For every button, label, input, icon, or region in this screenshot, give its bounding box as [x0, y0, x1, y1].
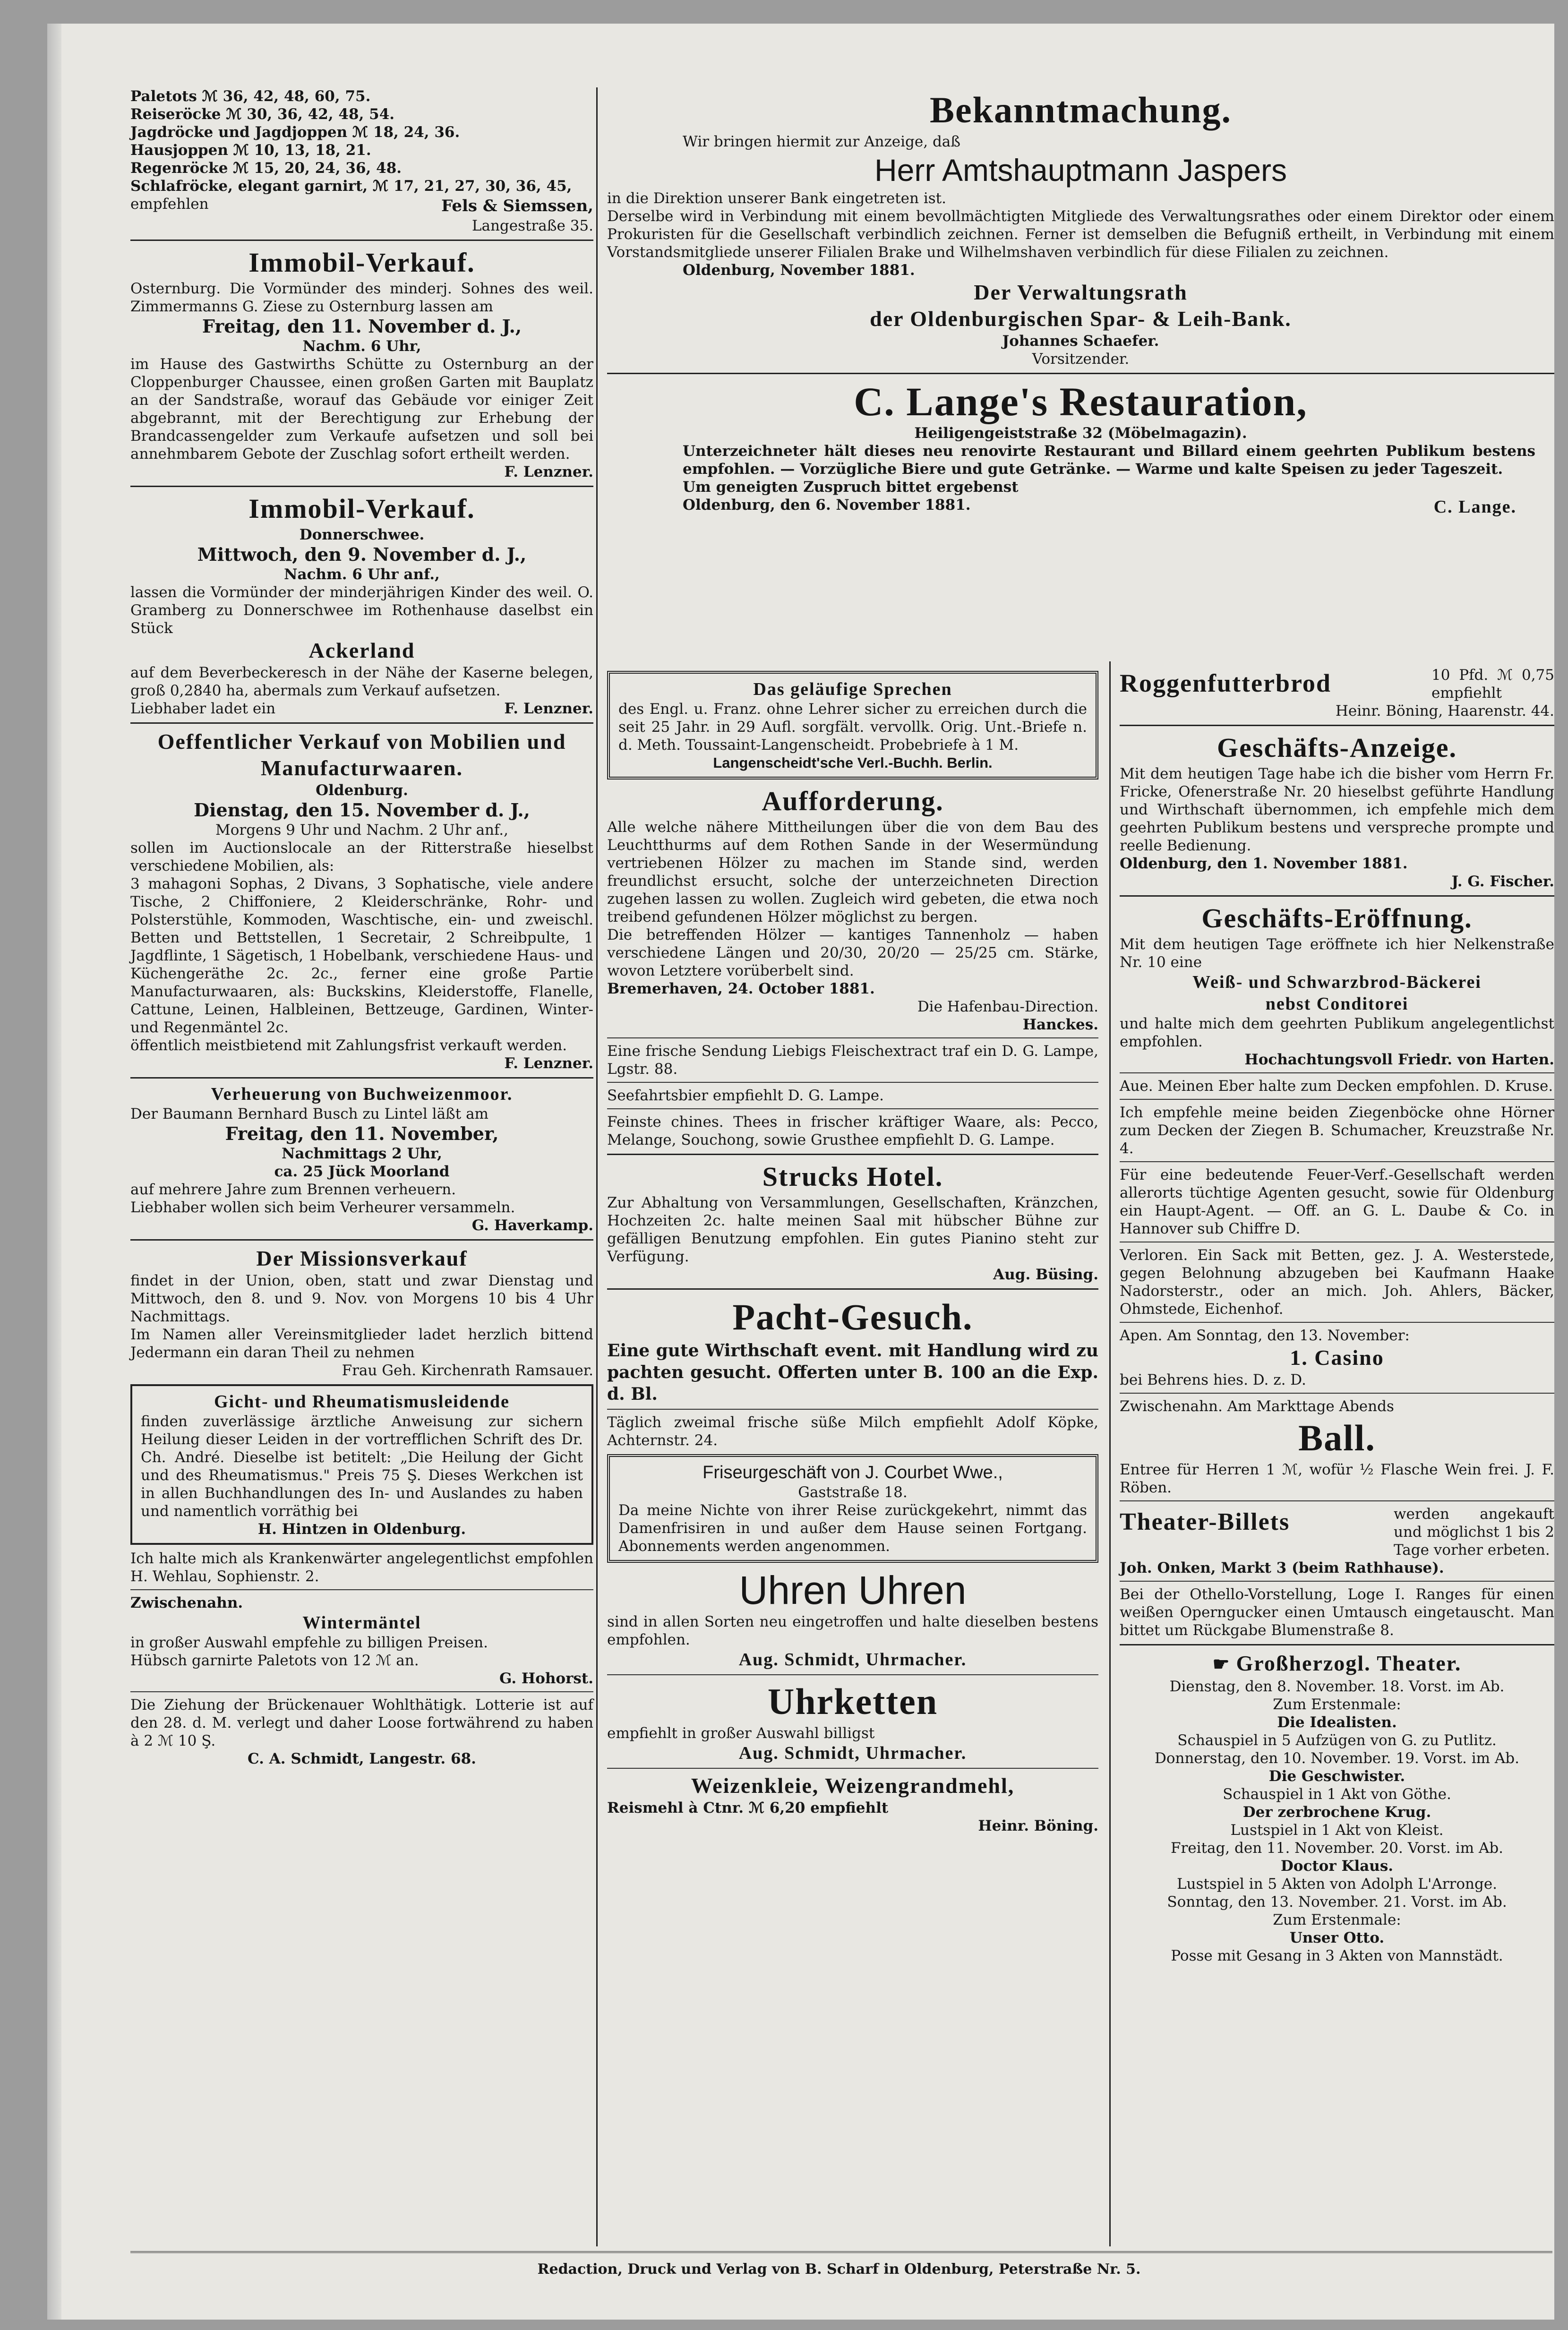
immo1-body: im Hause des Gastwirths Schütte zu Osternburg an der Cloppenburger Chaussee, einen großen Garten mit Bauplatz an der Sandstraße, worauf das Gebäude vor einiger Zeit abgebrannt, mit der Berechtigung zur Erhebung der Brandcassengelder zum Verkaufe aufsetzen und soll bei annehmbarem Gebote der Zuschlag sofort ertheilt werden.	[130, 356, 593, 463]
gh-line: Schauspiel in 5 Aufzügen von G. zu Putlitz.	[1177, 1732, 1497, 1749]
mis-sign: Frau Geh. Kirchenrath Ramsauer.	[342, 1362, 593, 1379]
price-paletots: Paletots ℳ 36, 42, 48, 60, 75.	[130, 88, 371, 105]
gicht-title: Gicht- und Rheumatismusleidende	[214, 1392, 510, 1412]
empfehlen-text: empfehlen	[130, 196, 209, 213]
buch-title: Verheuerung von Buchweizenmoor.	[211, 1084, 513, 1104]
casino-text: bei Behrens hies. D. z. D.	[1120, 1371, 1306, 1388]
gh-title	[1120, 1650, 1554, 1678]
fris-addr: Gaststraße 18.	[798, 1484, 908, 1501]
auf-body2: Die betreffenden Hölzer — kantiges Tannenholz — haben verschiedene Längen und 20/30, 20/20 — 25/25 cm. Stärke, wovon Letztere vorüberbelt sind.	[607, 926, 1098, 979]
buch-body: auf mehrere Jahre zum Brennen verheuern.	[130, 1181, 456, 1198]
ga-date: Oldenburg, den 1. November 1881.	[1120, 855, 1408, 872]
gh-line: Die Idealisten.	[1277, 1714, 1397, 1731]
seefahrt-text: Seefahrtsbier empfiehlt D. G. Lampe.	[607, 1087, 884, 1104]
milch-text: Täglich zweimal frische süße Milch empfiehlt Adolf Köpke, Achternstr. 24.	[607, 1414, 1098, 1449]
rogg-sign: Heinr. Böning, Haarenstr. 44.	[1335, 702, 1554, 720]
brueck-sign: C. A. Schmidt, Langestr. 68.	[248, 1750, 476, 1767]
spr-body: des Engl. u. Franz. ohne Lehrer sicher zu erreichen durch die seit 25 Jahr. in 29 Aufl. sorgfält. vervollk. Orig. Unt.-Briefe n. d. Meth. Toussaint-Langenscheidt. Probebriefe à 1 M.	[618, 701, 1087, 754]
column-2	[607, 666, 1098, 1835]
fris-title: Friseurgeschäft von J. Courbet Wwe.,	[703, 1463, 1003, 1482]
zw-place: Zwischenahn.	[130, 1594, 243, 1611]
rest-body: Unterzeichneter hält dieses neu renovirte Restaurant und Billard einem geehrten Publikum bestens empfohlen. — Vorzügliche Biere und gute Getränke. — Warme und kalte Speisen zu jeder Tageszeit.	[683, 443, 1535, 478]
immo2-place: Donnerschwee.	[299, 526, 425, 543]
zw-title: Wintermäntel	[302, 1613, 421, 1633]
immo1-sign: F. Lenzner.	[504, 463, 593, 480]
buch-sign: G. Haverkamp.	[471, 1217, 593, 1234]
hotel-body: Zur Abhaltung von Versammlungen, Gesellschaften, Kränzchen, Hochzeiten 2c. halte meinen Saal mit hübscher Bühne zur gefälligen Benutzung empfohlen. Ein gutes Pianino steht zur Verfügung.	[607, 1194, 1098, 1265]
th-side: werden angekauft und möglichst 1 bis 2 Tage vorher erbeten.	[1394, 1506, 1554, 1559]
price-reiseroecke: Reiseröcke ℳ 30, 36, 42, 48, 54.	[130, 106, 395, 123]
gh-line: Lustspiel in 1 Akt von Kleist.	[1230, 1822, 1444, 1839]
apen-text: Apen. Am Sonntag, den 13. November:	[1120, 1327, 1410, 1344]
zw-body2: Hübsch garnirte Paletots von 12 ℳ an.	[130, 1652, 419, 1669]
uhren-body: sind in allen Sorten neu eingetroffen und halte dieselben bestens empfohlen.	[607, 1613, 1098, 1648]
rogg-title: Roggenfutterbrod	[1120, 669, 1331, 697]
buch-body2: Liebhaber wollen sich beim Verheurer versammeln.	[130, 1199, 515, 1216]
column-1	[130, 87, 593, 1768]
firm-address: Langestraße 35.	[471, 217, 593, 234]
ge-b1: Weiß- und Schwarzbrod-Bäckerei	[1192, 972, 1482, 992]
brueck-text: Die Ziehung der Brückenauer Wohlthätigk. Lotterie ist auf den 28. d. M. verlegt und daher Loose fortwährend zu haben à 2 ℳ 10 Ş.	[130, 1696, 593, 1749]
bekannt-date: Oldenburg, November 1881.	[683, 262, 915, 279]
immo2-date: Mittwoch, den 9. November d. J.,	[197, 544, 527, 565]
thees-text: Feinste chines. Thees in frischer kräftiger Waare, als: Pecco, Melange, Souchong, sowie Grusthee empfiehlt D. G. Lampe.	[607, 1114, 1098, 1148]
th-title: Theater-Billets	[1120, 1508, 1290, 1535]
immo2-lieb: Liebhaber ladet ein	[130, 700, 276, 717]
gh-line: Freitag, den 11. November. 20. Vorst. im Ab.	[1170, 1840, 1504, 1857]
bekannt-chair: Johannes Schaefer.	[1002, 333, 1159, 350]
gh-line: Der zerbrochene Krug.	[1242, 1804, 1431, 1821]
kw-text: Ich halte mich als Krankenwärter angelegentlichst empfohlen H. Wehlau, Sophienstr. 2.	[130, 1550, 593, 1585]
rogg-price: 10 Pfd. ℳ 0,75 empfiehlt	[1431, 667, 1554, 702]
gh-line: Zum Erstenmale:	[1273, 1696, 1401, 1713]
mob-sign: F. Lenzner.	[504, 1055, 593, 1072]
immo2-body2: auf dem Beverbeckeresch in der Nähe der Kaserne belegen, groß 0,2840 ha, abermals zum Verkauf aufsetzen.	[130, 664, 593, 699]
ketten-body: empfiehlt in großer Auswahl billigst	[607, 1725, 875, 1742]
ge-body2: und halte mich dem geehrten Publikum angelegentlichst empfohlen.	[1120, 1015, 1554, 1050]
mis-body2: Im Namen aller Vereinsmitglieder ladet herzlich bittend Jedermann ein daran Theil zu nehmen	[130, 1326, 593, 1361]
auf-title: Aufforderung.	[762, 786, 944, 816]
gh-line: Dienstag, den 8. November. 18. Vorst. im Ab.	[1169, 1678, 1505, 1695]
column-rule-left	[596, 87, 598, 2246]
gh-line: Doctor Klaus.	[1280, 1858, 1394, 1875]
mob-title: Oeffentlicher Verkauf von Mobilien und Manufacturwaaren.	[157, 729, 566, 780]
mob-time: Morgens 9 Uhr und Nachm. 2 Uhr anf.,	[215, 822, 508, 839]
price-hausjoppen: Hausjoppen ℳ 10, 13, 18, 21.	[130, 142, 371, 159]
mob-body1: sollen im Auctionslocale an der Ritterstraße hieselbst verschiedene Mobilien, als:	[130, 839, 593, 874]
uhren-title: Uhren Uhren	[739, 1568, 967, 1612]
bekannt-chair-role: Vorsitzender.	[1032, 351, 1130, 368]
bekannt-board: Der Verwaltungsrath	[974, 280, 1188, 304]
price-regenroecke: Regenröcke ℳ 15, 20, 24, 36, 48.	[130, 160, 402, 177]
ball-text: Entree für Herren 1 ℳ, wofür ½ Flasche Wein frei. J. F. Röben.	[1120, 1461, 1554, 1496]
auf-dir: Die Hafenbau-Direction.	[917, 998, 1098, 1015]
auf-body: Alle welche nähere Mittheilungen über die von dem Bau des Leuchtthurms auf dem Rothen Sande in der Wesermündung vertriebenen Hölzer zu machen im Stande sind, werden freundlichst ersucht, solche der unterzeichneten Direction zugehen lassen zu wollen. Zugleich wird gebeten, die etwa noch treibend gefundenen Hölzer möglichst zu bergen.	[607, 819, 1098, 925]
feuer-text: Für eine bedeutende Feuer-Verf.-Gesellschaft werden allerorts tüchtige Agenten gesucht, sowie für Oldenburg ein Haupt-Agent. — Off. an G. L. Daube & Co. in Hannover sub Chiffre D.	[1120, 1166, 1554, 1237]
mis-body: findet in der Union, oben, statt und zwar Dienstag und Mittwoch, den 8. und 9. Nov. von Morgens 10 bis 4 Uhr Nachmittags.	[130, 1272, 593, 1325]
bekannt-name: Herr Amtshauptmann Jaspers	[874, 153, 1287, 188]
gh-line: Schauspiel in 1 Akt von Göthe.	[1223, 1786, 1451, 1803]
ga-sign: J. G. Fischer.	[1451, 873, 1554, 890]
th-sign: Joh. Onken, Markt 3 (beim Rathhause).	[1120, 1559, 1444, 1576]
mob-body2: 3 mahagoni Sophas, 2 Divans, 3 Sophatische, viele andere Tische, 2 Chiffoniere, 2 Kleiderschränke, Rohr- und Polsterstühle, Kommoden, Waschtische, ein- und zweischl. Betten und Bettstellen, 1 Secretair, 2 Schreibpulte, 1 Jagdflinte, 1 Sägetisch, 1 Hobelbank, verschiedene Haus- und Küchengeräthe 2c. 2c., ferner eine große Partie Manufacturwaaren, als: Buckskins, Kleiderstoffe, Flanelle, Cattune, Leinen, Halbleinen, Bettzeuge, Gardinen, Winter- und Regenmäntel 2c.	[130, 875, 593, 1036]
bekannt-p2: Derselbe wird in Verbindung mit einem bevollmächtigten Mitgliede des Verwaltungsrathes oder einem Direktor oder einem Prokuristen für die Gesellschaft verbindlich zeichnen. Ferner ist demselben die Befugniß ertheilt, in Verbindung mit einem Vorstandsmitgliede unserer Filialen Brake und Wilhelmshaven verbindlich für diese Filialen zu zeichnen.	[607, 208, 1554, 261]
immo2-body: lassen die Vormünder der minderjährigen Kinder des weil. O. Gramberg zu Donnerschwee im Rothenhause daselbst ein Stück	[130, 584, 593, 637]
pacht-title: Pacht-Gesuch.	[732, 1296, 973, 1337]
buch-intro: Der Baumann Bernhard Busch zu Lintel läßt am	[130, 1105, 488, 1122]
mob-date: Dienstag, den 15. November d. J.,	[194, 799, 530, 821]
ziegen-text: Ich empfehle meine beiden Ziegenböcke ohne Hörner zum Decken der Ziegen B. Schumacher, Kreuzstraße Nr. 4.	[1120, 1104, 1554, 1157]
immo1-date: Freitag, den 11. November d. J.,	[202, 316, 522, 337]
mob-place: Oldenburg.	[316, 782, 408, 799]
fris-box	[607, 1454, 1098, 1563]
footer-rule	[130, 2251, 1552, 2253]
top-announcements	[607, 87, 1554, 518]
immo1-intro: Osternburg. Die Vormünder des minderj. Sohnes des weil. Zimmermanns G. Ziese zu Osternburg lassen am	[130, 280, 593, 315]
gh-line: Unser Otto.	[1289, 1929, 1385, 1946]
gicht-sign: H. Hintzen in Oldenburg.	[257, 1521, 466, 1538]
mis-title: Der Missionsverkauf	[256, 1246, 468, 1270]
newspaper-page	[47, 24, 1554, 2320]
immo1-time: Nachm. 6 Uhr,	[302, 338, 421, 355]
hotel-title: Strucks Hotel.	[762, 1161, 943, 1192]
price-schlafroecke: Schlafröcke, elegant garnirt, ℳ 17, 21, 27, 30, 36, 45,	[130, 178, 572, 195]
gh-line: Posse mit Gesang in 3 Akten von Mannstädt.	[1171, 1947, 1503, 1964]
bekannt-intro: Wir bringen hiermit zur Anzeige, daß	[683, 133, 960, 150]
firm-name: Fels & Siemssen,	[441, 197, 593, 215]
auf-date: Bremerhaven, 24. October 1881.	[607, 980, 875, 997]
gicht-box	[130, 1384, 593, 1545]
rest-sign: C. Lange.	[1433, 497, 1517, 517]
spr-title: Das geläufige Sprechen	[753, 679, 952, 699]
auf-sign: Hanckes.	[1022, 1016, 1098, 1033]
weizen-sign: Heinr. Böning.	[978, 1817, 1098, 1834]
ge-b2: nebst Conditorei	[1265, 994, 1409, 1014]
bekannt-title: Bekanntmachung.	[930, 89, 1232, 130]
gh-title-text: Großherzogl. Theater.	[1236, 1651, 1462, 1675]
bekannt-bank: der Oldenburgischen Spar- & Leih-Bank.	[870, 307, 1292, 331]
gh-line: Zum Erstenmale:	[1273, 1911, 1401, 1928]
column-rule-right	[1109, 661, 1111, 2246]
spr-box	[607, 671, 1098, 780]
immo2-sign: F. Lenzner.	[504, 700, 593, 717]
oth-text: Bei der Othello-Vorstellung, Loge I. Ranges für einen weißen Operngucker einen Umtausch eingetauscht. Man bittet um Rückgabe Blumenstraße 8.	[1120, 1586, 1554, 1639]
ga-body: Mit dem heutigen Tage habe ich die bisher vom Herrn Fr. Fricke, Ofenerstraße Nr. 20 hieselbst geführte Handlung und Wirthschaft übernommen, ich empfehle mich dem geehrten Publikum bestens und verspreche prompte und reelle Bedienung.	[1120, 765, 1554, 854]
ga-title: Geschäfts-Anzeige.	[1217, 732, 1457, 763]
gicht-body: finden zuverlässige ärztliche Anweisung zur sichern Heilung dieser Leiden in der vortrefflichen Schrift des Dr. Ch. André. Dieselbe ist betitelt: „Die Heilung der Gicht und des Rheumatismus." Preis 75 Ş. Dieses Werkchen ist in allen Buchhandlungen des In- und Auslandes zu haben und namentlich vorräthig bei	[141, 1413, 583, 1520]
casino-title: 1. Casino	[1290, 1345, 1384, 1370]
immo2-ackerland: Ackerland	[308, 638, 415, 662]
weizen-body: Reismehl à Ctnr. ℳ 6,20 empfiehlt	[607, 1799, 889, 1816]
buch-area: ca. 25 Jück Moorland	[274, 1163, 450, 1180]
weizen-title: Weizenkleie, Weizengrandmehl,	[691, 1773, 1015, 1798]
bekannt-p1: in die Direktion unserer Bank eingetreten ist.	[607, 190, 946, 207]
pacht-body: Eine gute Wirthschaft event. mit Handlung wird zu pachten gesucht. Offerten unter B. 100 an die Exp. d. Bl.	[607, 1341, 1098, 1404]
footer-imprint: Redaction, Druck und Verlag von B. Scharf in Oldenburg, Peterstraße Nr. 5.	[537, 2261, 1141, 2278]
rest-title: C. Lange's Restauration,	[854, 379, 1308, 424]
buch-date: Freitag, den 11. November,	[225, 1123, 499, 1144]
immo1-title: Immobil-Verkauf.	[248, 247, 475, 278]
liebig-text: Eine frische Sendung Liebigs Fleischextract traf ein D. G. Lampe, Lgstr. 88.	[607, 1043, 1098, 1078]
immo2-title: Immobil-Verkauf.	[248, 493, 475, 524]
mob-body3: öffentlich meistbietend mit Zahlungsfrist verkauft werden.	[130, 1037, 567, 1054]
uhren-sign: Aug. Schmidt, Uhrmacher.	[738, 1650, 967, 1670]
gh-line: Sonntag, den 13. November. 21. Vorst. im Ab.	[1167, 1893, 1507, 1910]
ge-body: Mit dem heutigen Tage eröffnete ich hier Nelkenstraße Nr. 10 eine	[1120, 936, 1554, 971]
eber-text: Aue. Meinen Eber halte zum Decken empfohlen. D. Kruse.	[1120, 1078, 1553, 1095]
rest-body2: Um geneigten Zuspruch bittet ergebenst	[683, 479, 1019, 496]
gh-line: Die Geschwister.	[1268, 1768, 1405, 1785]
gh-line: Donnerstag, den 10. November. 19. Vorst. im Ab.	[1154, 1750, 1520, 1767]
hotel-sign: Aug. Büsing.	[993, 1266, 1098, 1283]
column-3	[1120, 666, 1554, 1965]
fris-body: Da meine Nichte von ihrer Reise zurückgekehrt, nimmt das Damenfrisiren in und außer dem Hause seinen Fortgang. Abonnements werden angenommen.	[618, 1502, 1087, 1555]
rest-date: Oldenburg, den 6. November 1881.	[683, 497, 971, 514]
verl-text: Verloren. Ein Sack mit Betten, gez. J. A. Westerstede, gegen Belohnung abzugeben bei Kaufmann Haake Nadorsterstr., oder an mich. Joh. Ahlers, Bäcker, Ohmstede, Eichenhof.	[1120, 1247, 1554, 1318]
buch-time: Nachmittags 2 Uhr,	[282, 1145, 442, 1162]
zwball-text: Zwischenahn. Am Markttage Abends	[1120, 1398, 1394, 1415]
price-jagdroecke: Jagdröcke und Jagdjoppen ℳ 18, 24, 36.	[130, 124, 460, 141]
gh-program	[1120, 1678, 1554, 1965]
rest-addr: Heiligengeiststraße 32 (Möbelmagazin).	[914, 425, 1247, 442]
ketten-title: Uhrketten	[767, 1681, 938, 1722]
zw-body: in großer Auswahl empfehle zu billigen Preisen.	[130, 1634, 488, 1651]
ketten-sign: Aug. Schmidt, Uhrmacher.	[738, 1743, 967, 1763]
gh-line: Lustspiel in 5 Akten von Adolph L'Arronge.	[1176, 1876, 1498, 1893]
immo2-time: Nachm. 6 Uhr anf.,	[284, 566, 440, 583]
spr-pub: Langenscheidt'sche Verl.-Buchh. Berlin.	[713, 754, 993, 771]
page-edge	[47, 24, 61, 2320]
ge-title: Geschäfts-Eröffnung.	[1201, 903, 1473, 934]
pointing-hand-icon: ☛	[1212, 1653, 1236, 1675]
ge-sign: Hochachtungsvoll Friedr. von Harten.	[1244, 1051, 1554, 1068]
zw-sign: G. Hohorst.	[499, 1670, 593, 1687]
ball-title: Ball.	[1298, 1417, 1376, 1458]
